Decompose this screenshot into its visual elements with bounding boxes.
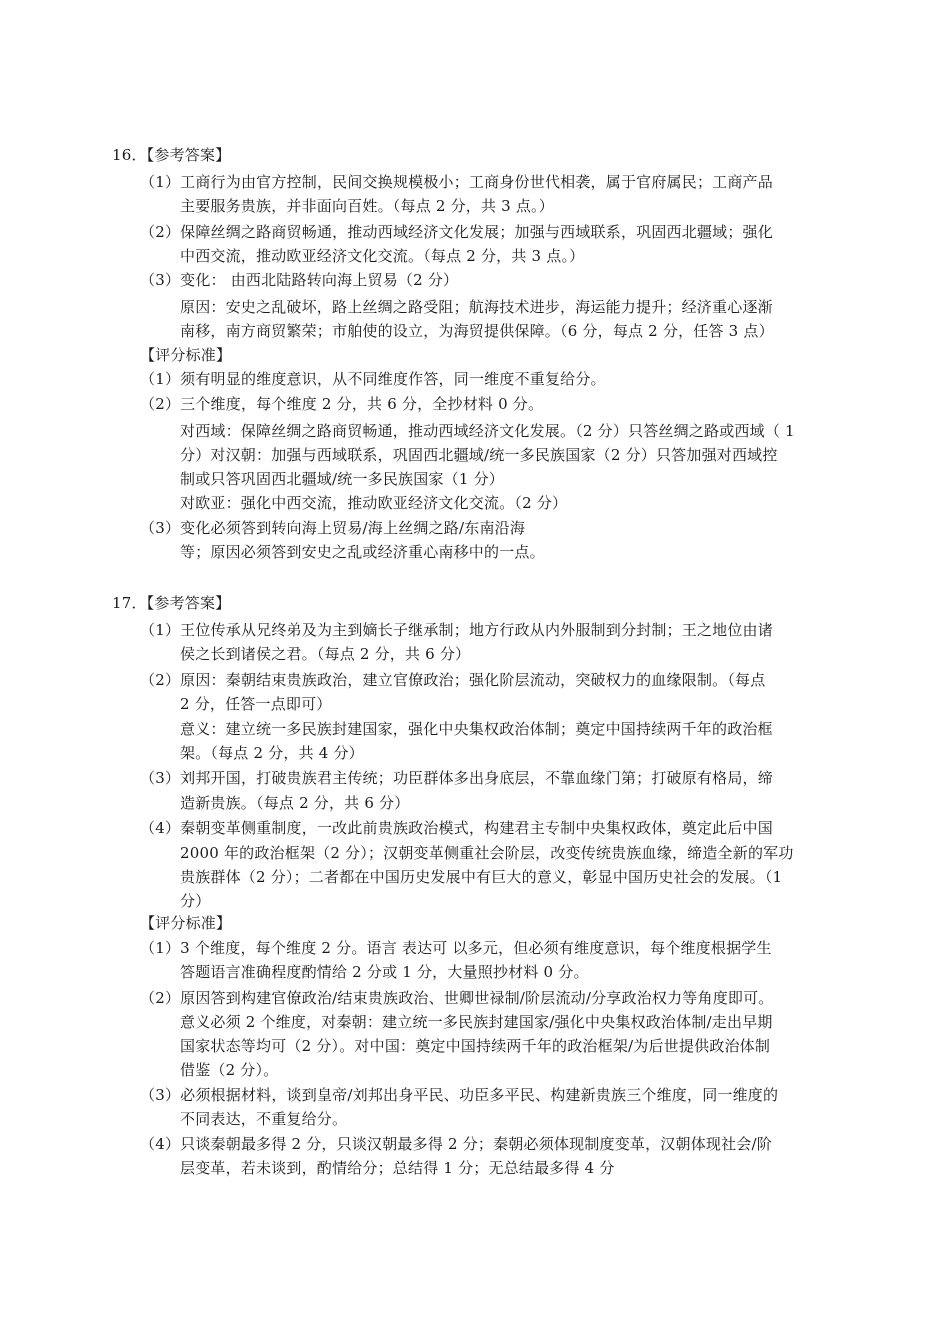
q16-answer-1-line-1: （1）工商行为由官方控制，民间交换规模极小；工商身份世代相袭，属于官府属民；工商产品 bbox=[140, 173, 773, 191]
q17-scoring-4-line-1: （4）只谈秦朝最多得 2 分，只谈汉朝最多得 2 分；秦朝必须体现制度变革，汉朝体现社会/阶 bbox=[140, 1135, 772, 1153]
q17-scoring-header: 【评分标准】 bbox=[140, 914, 232, 932]
q17-answer-4-line-3: 贵族群体（2 分）；二者都在中国历史发展中有巨大的意义，彰显中国历史社会的发展。（1 bbox=[180, 868, 783, 886]
q17-scoring-2-line-3: 国家状态等均可（2 分）。对中国：奠定中国持续两千年的政治框架/为后世提供政治体制 bbox=[180, 1037, 771, 1055]
q17-answer-2-line-1: （2）原因：秦朝结束贵族政治，建立官僚政治；强化阶层流动，突破权力的血缘限制。（每点 bbox=[140, 671, 766, 689]
q17-answer-2-line-3: 意义：建立统一多民族封建国家，强化中央集权政治体制；奠定中国持续两千年的政治框 bbox=[180, 720, 773, 738]
q17-answer-4-line-4: 分） bbox=[180, 892, 211, 910]
q17-answer-3-line-2: 造新贵族。（每点 2 分，共 6 分） bbox=[180, 794, 410, 812]
q17-scoring-1-line-2: 答题语言准确程度酌情给 2 分或 1 分，大量照抄材料 0 分。 bbox=[180, 963, 589, 981]
q16-scoring-1: （1）须有明显的维度意识，从不同维度作答，同一维度不重复给分。 bbox=[140, 370, 606, 388]
q16-answer-3-line-1: （3）变化： 由西北陆路转向海上贸易（2 分） bbox=[140, 271, 459, 289]
q16-scoring-3-line-1: （3）变化必须答到转向海上贸易/海上丝绸之路/东南沿海 bbox=[140, 519, 526, 537]
q17-scoring-4-line-2: 层变革，若未谈到，酌情给分；总结得 1 分；无总结最多得 4 分 bbox=[180, 1159, 615, 1177]
q17-header: 17．【参考答案】 bbox=[112, 594, 231, 612]
q17-answer-2-line-2: 2 分，任答一点即可） bbox=[180, 695, 332, 713]
q17-answer-1-line-1: （1）王位传承从兄终弟及为主到嫡长子继承制；地方行政从内外服制到分封制；王之地位由诸 bbox=[140, 621, 773, 639]
q17-answer-4-line-1: （4）秦朝变革侧重制度，一改此前贵族政治模式，构建君主专制中央集权政体，奠定此后中国 bbox=[140, 819, 773, 837]
q16-answer-2-line-2: 中西交流，推动欧亚经济文化交流。（每点 2 分，共 3 点。） bbox=[180, 247, 585, 265]
q17-scoring-2-line-2: 意义必须 2 个维度，对秦朝：建立统一多民族封建国家/强化中央集权政治体制/走出早期 bbox=[180, 1013, 773, 1031]
q16-answer-3-line-3: 南移，南方商贸繁荣；市舶使的设立，为海贸提供保障。（6 分，每点 2 分，任答 3 点） bbox=[180, 322, 774, 340]
q17-scoring-2-line-4: 借鉴（2 分）。 bbox=[180, 1061, 279, 1079]
q16-scoring-2-line-1: （2）三个维度，每个维度 2 分，共 6 分，全抄材料 0 分。 bbox=[140, 395, 544, 413]
q16-scoring-3-line-2: 等；原因必须答到安史之乱或经济重心南移中的一点。 bbox=[180, 543, 545, 561]
q17-answer-1-line-2: 侯之长到诸侯之君。（每点 2 分，共 6 分） bbox=[180, 645, 471, 663]
q16-answer-1-line-2: 主要服务贵族，并非面向百姓。（每点 2 分，共 3 点。） bbox=[180, 197, 554, 215]
q16-answer-2-line-1: （2）保障丝绸之路商贸畅通，推动西域经济文化发展；加强与西域联系，巩固西北疆域；强化 bbox=[140, 223, 773, 241]
q16-scoring-header: 【评分标准】 bbox=[140, 346, 232, 364]
q17-scoring-3-line-2: 不同表达，不重复给分。 bbox=[180, 1110, 348, 1128]
q16-scoring-2-line-5: 对欧亚：强化中西交流，推动欧亚经济文化交流。（2 分） bbox=[180, 494, 568, 512]
q16-scoring-2-line-2: 对西域：保障丝绸之路商贸畅通，推动西域经济文化发展。（2 分）只答丝绸之路或西域（ 1 bbox=[180, 422, 795, 440]
q17-scoring-3-line-1: （3）必须根据材料，谈到皇帝/刘邦出身平民、功臣多平民、构建新贵族三个维度，同一维度的 bbox=[140, 1086, 779, 1104]
q16-scoring-2-line-3: 分）对汉朝：加强与西域联系，巩固西北疆域/统一多民族国家（2 分）只答加强对西域控 bbox=[180, 446, 778, 464]
q17-scoring-1-line-1: （1）3 个维度，每个维度 2 分。语言 表达可 以多元，但必须有维度意识，每个维度根据学生 bbox=[140, 939, 772, 957]
q16-answer-3-line-2: 原因：安史之乱破坏，路上丝绸之路受阻；航海技术进步，海运能力提升；经济重心逐渐 bbox=[180, 298, 773, 316]
q17-answer-2-line-4: 架。（每点 2 分，共 4 分） bbox=[180, 744, 364, 762]
q16-scoring-2-line-4: 制或只答巩固西北疆域/统一多民族国家（1 分） bbox=[180, 470, 504, 488]
q16-header: 16．【参考答案】 bbox=[112, 146, 231, 164]
q17-answer-4-line-2: 2000 年的政治框架（2 分）；汉朝变革侧重社会阶层，改变传统贵族血缘，缔造全新的军功 bbox=[180, 844, 794, 862]
q17-scoring-2-line-1: （2）原因答到构建官僚政治/结束贵族政治、世卿世禄制/阶层流动/分享政治权力等角度即可。 bbox=[140, 989, 774, 1007]
q17-answer-3-line-1: （3）刘邦开国，打破贵族君主传统；功臣群体多出身底层，不靠血缘门第；打破原有格局，缔 bbox=[140, 769, 773, 787]
